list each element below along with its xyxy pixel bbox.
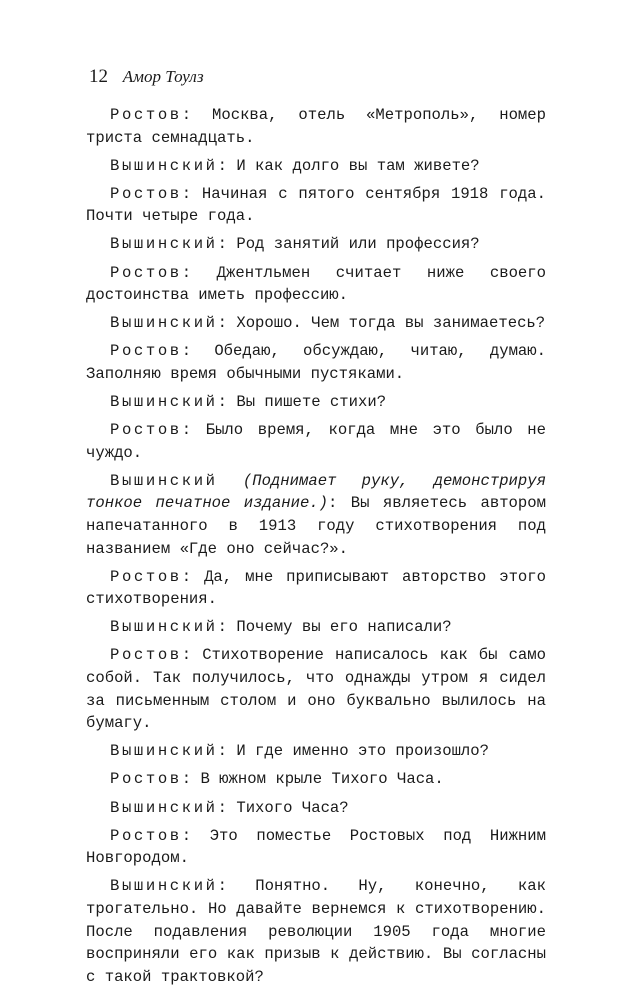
dialogue-paragraph: Вышинский: Тихого Часа? <box>110 798 349 817</box>
speaker-name: Ростов <box>110 342 182 361</box>
running-head-author: Амор Тоулз <box>122 67 204 86</box>
dialogue-paragraph: Вышинский: И как долго вы там живете? <box>110 156 480 175</box>
dialogue-paragraph: Ростов: Да, мне приписывают авторство этого стихотворения. <box>86 567 547 609</box>
speech-text: Тихого Часа? <box>236 798 349 817</box>
dialogue-paragraph: Ростов: Начиная с пятого сентября 1918 года. Почти четыре года. <box>86 184 546 226</box>
speaker-name: Ростов <box>110 770 182 789</box>
speaker-name: Ростов <box>110 184 182 203</box>
running-header <box>89 66 204 88</box>
speech-text: Понятно. Ну, конечно, как трогательно. Но давайте вернемся к стихотворению. После подавления революции 1905 года многие восприняли его как призыв к действию. Вы согласны с такой трактовкой? <box>86 877 547 986</box>
speech-text: И как долго вы там живете? <box>236 156 480 175</box>
speech-text: Почему вы его написали? <box>236 618 452 637</box>
dialogue-paragraph: Ростов: В южном крыле Тихого Часа. <box>110 770 444 789</box>
dialogue-paragraph: Вышинский: Вы пишете стихи? <box>110 393 387 412</box>
speech-text: Было время, когда мне это было не чуждо. <box>86 421 546 462</box>
speaker-name: Вышинский <box>110 618 218 637</box>
speech-text: Вы являетесь автором напечатанного в 1913 году стихотворения под названием «Где оно сейчас?». <box>86 494 546 558</box>
dialogue-paragraph: Вышинский: И где именно это произошло? <box>110 742 490 761</box>
speech-text: Вы пишете стихи? <box>236 393 387 412</box>
dialogue-paragraph: Ростов: Обедаю, обсуждаю, читаю, думаю. Заполняю время обычными пустяками. <box>86 342 546 383</box>
speech-text: Джентльмен считает ниже своего достоинства иметь профессию. <box>86 263 547 305</box>
speech-text: Хорошо. Чем тогда вы занимаетесь? <box>236 314 546 333</box>
page-number: 12 <box>89 66 108 87</box>
stage-direction: (Поднимает руку, демонстрируя тонкое печатное издание.) <box>86 471 546 513</box>
dialogue-paragraph: Вышинский: Понятно. Ну, конечно, как трогательно. Но давайте вернемся к стихотворению. После подавления революции 1905 года многие восприняли его как призыв к действию. Вы согласны с такой трактовкой? <box>86 877 547 986</box>
dialogue-paragraph: Ростов: Стихотворение написалось как бы само собой. Так получилось, что однажды утром я сидел за письменным столом и оно буквально вылилось на бумагу. <box>86 646 546 733</box>
dialogue-paragraph: Ростов: Москва, отель «Метрополь», номер триста семнадцать. <box>86 106 547 147</box>
speech-text: Стихотворение написалось как бы само собой. Так получилось, что однажды утром я сидел за письменным столом и оно буквально вылилось на бумагу. <box>86 646 546 733</box>
speaker-name: Ростов <box>110 826 182 845</box>
speech-text: Начиная с пятого сентября 1918 года. Почти четыре года. <box>86 184 546 226</box>
speech-text: В южном крыле Тихого Часа. <box>200 770 444 789</box>
speaker-name: Ростов <box>110 263 182 282</box>
speaker-name: Вышинский <box>110 877 218 896</box>
speaker-name: Вышинский <box>110 742 218 761</box>
speech-text: Москва, отель «Метрополь», номер триста семнадцать. <box>86 106 547 147</box>
speech-text: Обедаю, обсуждаю, читаю, думаю. Заполняю время обычными пустяками. <box>86 342 546 383</box>
dialogue-paragraph: Вышинский: Хорошо. Чем тогда вы занимаетесь? <box>110 314 546 333</box>
speaker-name: Ростов <box>110 421 182 440</box>
speech-text: Это поместье Ростовых под Нижним Новгородом. <box>86 826 546 868</box>
speech-text: Да, мне приписывают авторство этого стихотворения. <box>86 567 547 609</box>
speech-text: Род занятий или профессия? <box>236 235 480 254</box>
speaker-name: Ростов <box>110 646 182 665</box>
dialogue-paragraph: Ростов: Было время, когда мне это было не чуждо. <box>86 421 546 462</box>
speaker-name: Ростов <box>110 106 182 124</box>
dialogue-paragraph: Ростов: Это поместье Ростовых под Нижним Новгородом. <box>86 826 546 868</box>
speaker-name: Вышинский <box>110 156 218 175</box>
dialogue-paragraph: Вышинский (Поднимает руку, демонстрируя тонкое печатное издание.): Вы являетесь автором напечатанного в 1913 году стихотворения под названием «Где оно сейчас?». <box>86 471 546 558</box>
speaker-name: Вышинский <box>110 798 218 817</box>
dialogue-paragraph: Вышинский: Почему вы его написали? <box>110 618 452 637</box>
dialogue-paragraph: Вышинский: Род занятий или профессия? <box>110 235 480 254</box>
dialogue-text <box>86 104 546 994</box>
speech-text: И где именно это произошло? <box>236 742 490 761</box>
speaker-name: Ростов <box>110 567 182 586</box>
speaker-name: Вышинский <box>110 393 218 412</box>
speaker-name: Вышинский <box>110 314 218 333</box>
speaker-name: Вышинский <box>110 471 218 490</box>
speaker-name: Вышинский <box>110 235 218 254</box>
dialogue-paragraph: Ростов: Джентльмен считает ниже своего достоинства иметь профессию. <box>86 263 547 305</box>
